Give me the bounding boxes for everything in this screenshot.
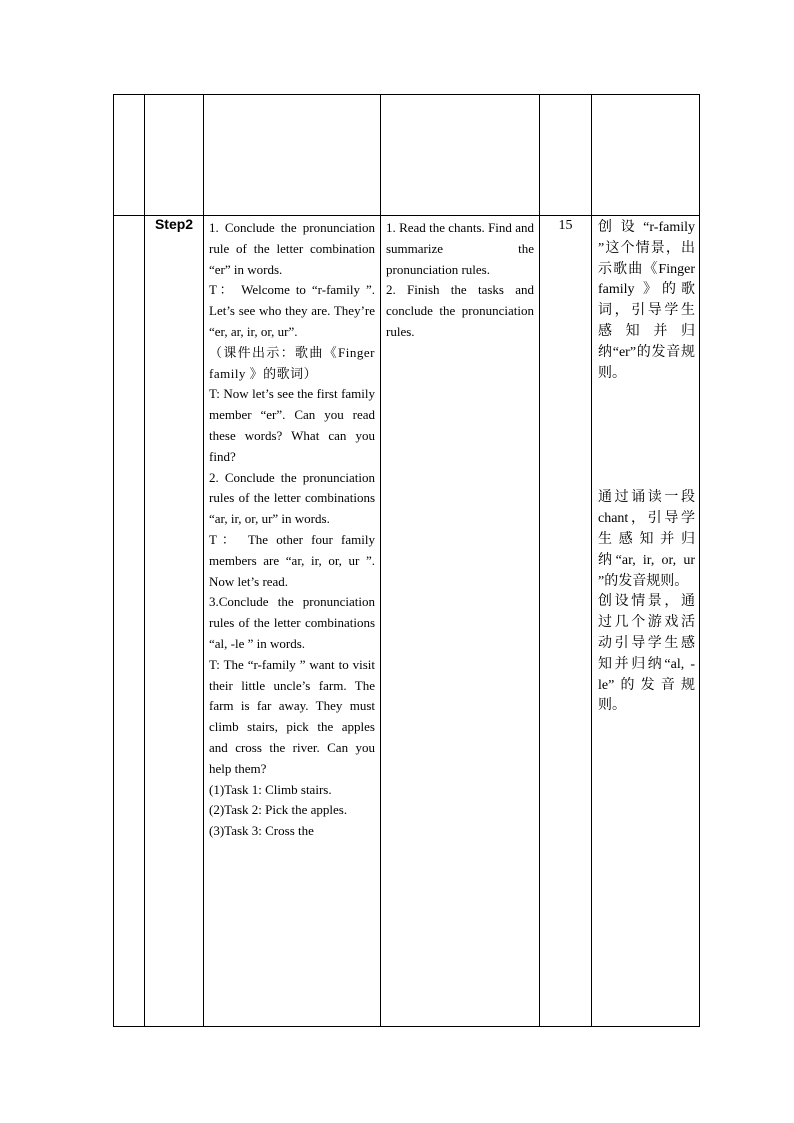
design-note: 创设情景，通过几个游戏活动引导学生感知并归纳“al, -le”的发音规则。 — [598, 594, 695, 714]
teacher-activity-line: T: Now let’s see the first family member “er”. Can you read these words? What can you find? — [209, 386, 375, 464]
teacher-activity-line: (3)Task 3: Cross the — [209, 823, 314, 839]
cell-blank — [204, 95, 381, 216]
design-notes-cell — [592, 216, 700, 1027]
student-activity-line: 1. Read the chants. Find and summarize the pronunciation rules. — [386, 220, 534, 277]
teacher-activity-line: T： Welcome to “r-family ”. Let’s see who they are. They’re “er, ar, ir, or, ur”. — [209, 282, 375, 339]
student-activity-line: 2. Finish the tasks and conclude the pronunciation rules. — [386, 282, 534, 339]
spacer — [598, 384, 695, 488]
teacher-activity-line: (2)Task 2: Pick the apples. — [209, 802, 348, 818]
time-cell — [540, 216, 592, 1027]
teacher-activity-line: 1. Conclude the pronunciation rule of the letter combination “er” in words. — [209, 220, 375, 277]
cell-blank — [592, 95, 700, 216]
teacher-activity-line: (1)Task 1: Climb stairs. — [209, 781, 332, 797]
table-row-top — [114, 95, 700, 216]
teacher-activities-cell — [204, 216, 381, 1027]
teacher-activity-line: （课件出示：歌曲《Finger family 》的歌词） — [209, 344, 375, 381]
step-label: Step2 — [154, 216, 194, 232]
teacher-activity-line: 3.Conclude the pronunciation rules of the letter combinations “al, -le ” in words. — [209, 594, 375, 651]
student-activities-cell — [381, 216, 540, 1027]
table-row-step2 — [114, 216, 700, 1027]
teacher-activity-line: T： The other four family members are “ar, ir, or, ur ”. Now let’s read. — [209, 531, 375, 589]
cell-blank — [114, 95, 145, 216]
cell-blank — [145, 95, 204, 216]
design-note: 通过诵读一段 chant，引导学生感知并归纳“ar, ir, or, ur ”的发音规则。 — [598, 490, 695, 589]
cell-blank — [540, 95, 592, 216]
time-label: 15 — [558, 218, 573, 233]
design-note: 创设“r-family ”这个情景，出示歌曲《Finger family 》的歌词，引导学生感知并归纳“er”的发音规则。 — [598, 220, 695, 381]
cell-blank — [114, 216, 145, 1027]
teacher-activity-line: T: The “r-family ” want to visit their little uncle’s farm. The farm is far away. They must climb stairs, pick the apples and cross the river. Can you help them? — [209, 656, 375, 776]
teacher-activity-line: 2. Conclude the pronunciation rules of the letter combinations “ar, ir, or, ur” in words. — [209, 469, 375, 527]
lesson-plan-table — [113, 94, 700, 1027]
cell-blank — [381, 95, 540, 216]
step-cell — [145, 216, 204, 1027]
